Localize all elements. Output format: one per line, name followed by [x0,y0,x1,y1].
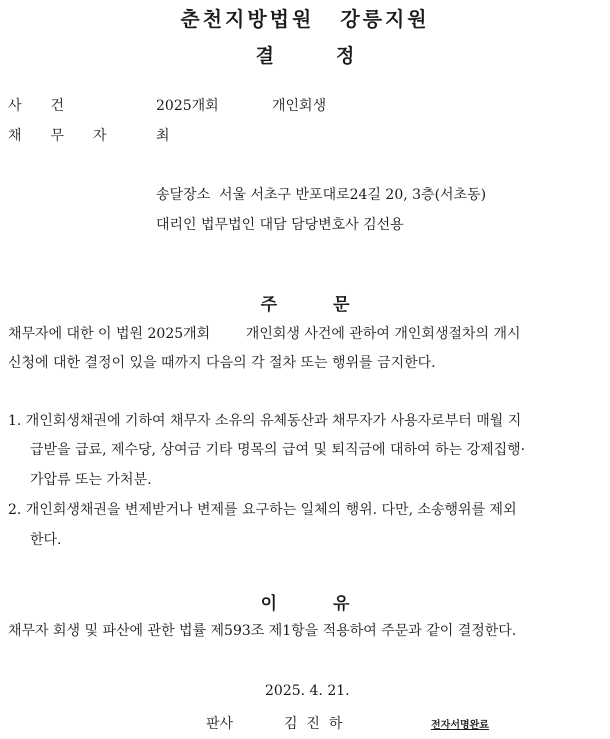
esign-badge: 전자서명완료 [431,720,489,731]
service-label: 송달장소 [156,187,211,203]
order-item2-line2: 한다. [30,532,62,548]
court-branch: 강릉지원 [340,7,430,31]
debtor-name: 최 [156,128,170,144]
debtor-label: 채무자 [8,128,136,144]
reason-heading-b: 유 [333,594,350,614]
order-heading-b: 문 [333,295,350,315]
order-heading-a: 주 [260,295,277,315]
court-name [0,3,610,32]
order-item1-line3: 가압류 또는 가처분. [30,472,152,488]
case-type: 개인회생 [272,98,327,114]
case-number: 2025개회 [156,98,219,114]
order-intro-line1: 채무자에 대한 이 법원 2025개회 개인회생 사건에 관하여 개인회생절차의 개시 [8,326,521,342]
document-title [0,41,610,68]
agent-line: 대리인 법무법인 대담 담당변호사 김선용 [156,217,404,233]
court-main: 춘천지방법원 [180,7,315,31]
case-label: 사건 [8,98,94,114]
service-address: 서울 서초구 반포대로24길 20, 3층(서초동) [219,187,487,203]
service-address-line [156,184,486,204]
reason-text: 채무자 회생 및 파산에 관한 법률 제593조 제1항을 적용하여 주문과 같이 결정한다. [8,623,517,639]
judge-role: 판사 [206,716,234,732]
judge-name: 김 진 하 [284,716,343,732]
reason-heading [0,589,610,614]
decision-date: 2025. 4. 21. [265,683,350,699]
order-intro-line2: 신청에 대한 결정이 있을 때까지 다음의 각 절차 또는 행위를 금지한다. [8,355,436,371]
order-item1-line1: 1. 개인회생채권에 기하여 채무자 소유의 유체동산과 채무자가 사용자로부터 매월 지 [8,413,522,429]
doc-type-a: 결 [255,45,274,67]
order-item2-line1: 2. 개인회생채권을 변제받거나 변제를 요구하는 일체의 행위. 다만, 소송행위를 제외 [8,502,517,518]
order-item1-line2: 급받을 급료, 제수당, 상여금 기타 명목의 급여 및 퇴직금에 대하여 하는 강제집행· [30,442,526,458]
order-heading [0,290,610,315]
doc-type-b: 정 [336,45,355,67]
reason-heading-a: 이 [260,594,277,614]
